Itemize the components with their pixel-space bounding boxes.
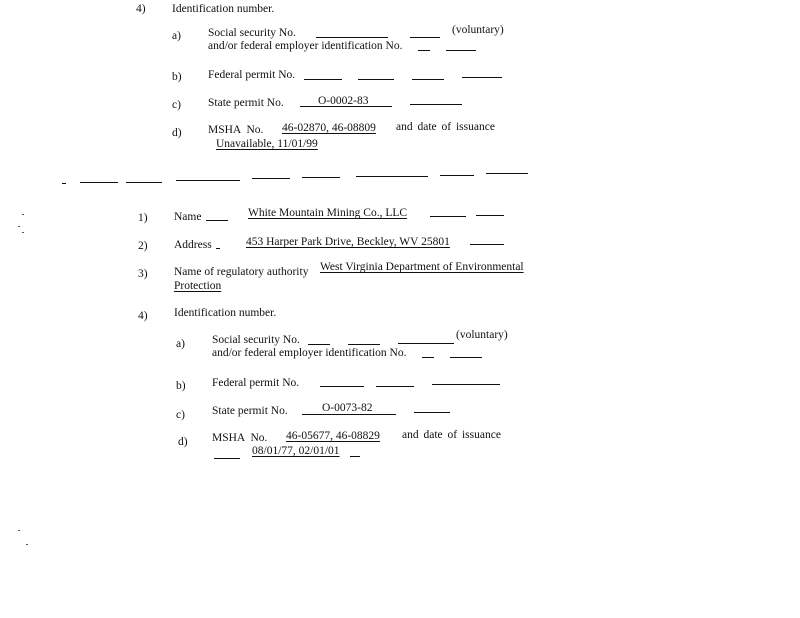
msha-date-value: 08/01/77, 02/01/01 (252, 445, 340, 457)
address-blank (216, 248, 220, 249)
federal-permit-blank-3 (412, 79, 444, 80)
item-4-number: 4) (136, 3, 146, 15)
state-permit-value: O-0002-83 (318, 95, 369, 107)
scan-speck (18, 226, 20, 227)
msha-value: 46-05677, 46-08829 (286, 430, 380, 442)
item-1-number: 1) (138, 212, 148, 224)
item-b-letter: b) (176, 380, 186, 392)
scan-speck (22, 214, 24, 215)
item-3-number: 3) (138, 268, 148, 280)
scan-speck (22, 232, 24, 233)
item-b-letter: b) (172, 71, 182, 83)
separator-dash (62, 183, 66, 184)
fein-label: and/or federal employer identification No. (212, 347, 407, 359)
msha-label: MSHA No. (208, 124, 264, 136)
federal-permit-label: Federal permit No. (212, 377, 300, 389)
federal-permit-blank (320, 386, 364, 387)
state-permit-value: O-0073-82 (322, 402, 373, 414)
regulatory-authority-value-cont: Protection (174, 280, 222, 292)
separator-dash (302, 177, 340, 178)
item-4-label: Identification number. (172, 3, 275, 15)
ssn-blank-2 (410, 37, 440, 38)
ssn-blank-3 (398, 343, 454, 344)
ssn-blank (308, 344, 330, 345)
name-blank-3 (476, 215, 504, 216)
item-c-letter: c) (176, 409, 185, 421)
voluntary-note: (voluntary) (452, 24, 504, 36)
fein-blank (422, 357, 434, 358)
ssn-blank (316, 37, 388, 38)
state-permit-label: State permit No. (212, 405, 288, 417)
voluntary-note: (voluntary) (456, 329, 508, 341)
scan-speck (26, 544, 28, 545)
item-c-letter: c) (172, 99, 181, 111)
address-label: Address (174, 239, 212, 251)
item-2-number: 2) (138, 240, 148, 252)
address-value: 453 Harper Park Drive, Beckley, WV 25801 (246, 236, 450, 248)
msha-date-label: and date of issuance (402, 429, 501, 441)
regulatory-authority-value: West Virginia Department of Environmental (320, 261, 524, 273)
item-a-letter: a) (172, 30, 181, 42)
name-blank (206, 220, 228, 221)
address-blank-2 (470, 244, 504, 245)
item-d-letter: d) (172, 127, 182, 139)
state-permit-label: State permit No. (208, 97, 284, 109)
fein-blank-2 (446, 50, 476, 51)
name-value: White Mountain Mining Co., LLC (248, 207, 408, 219)
item-d-letter: d) (178, 436, 188, 448)
state-permit-blank (410, 104, 462, 105)
state-permit-blank (414, 412, 450, 413)
separator-dash (176, 180, 240, 181)
federal-permit-label: Federal permit No. (208, 69, 296, 81)
name-label: Name (174, 211, 202, 223)
item-4-label: Identification number. (174, 307, 277, 319)
ssn-label: Social security No. (208, 27, 296, 39)
fein-label: and/or federal employer identification No. (208, 40, 403, 52)
federal-permit-blank-3 (432, 384, 500, 385)
msha-date-blank (214, 458, 240, 459)
separator-dash (356, 176, 428, 177)
separator-dash (440, 175, 474, 176)
item-a-letter: a) (176, 338, 185, 350)
fein-blank-2 (450, 357, 482, 358)
scan-speck (18, 530, 20, 531)
ssn-label: Social security No. (212, 334, 300, 346)
msha-date-value: Unavailable, 11/01/99 (216, 138, 318, 150)
federal-permit-blank (304, 79, 342, 80)
separator-dash (126, 182, 162, 183)
federal-permit-blank-2 (358, 79, 394, 80)
msha-date-label: and date of issuance (396, 121, 495, 133)
separator-dash (252, 178, 290, 179)
federal-permit-blank-2 (376, 386, 414, 387)
item-4-number: 4) (138, 310, 148, 322)
name-blank-2 (430, 216, 466, 217)
msha-value: 46-02870, 46-08809 (282, 122, 376, 134)
msha-date-blank-2 (350, 456, 360, 457)
regulatory-authority-label: Name of regulatory authority (174, 266, 309, 278)
federal-permit-blank-4 (462, 77, 502, 78)
ssn-blank-2 (348, 344, 380, 345)
separator-dash (80, 182, 118, 183)
fein-blank (418, 50, 430, 51)
msha-label: MSHA No. (212, 432, 268, 444)
separator-dash (486, 173, 528, 174)
